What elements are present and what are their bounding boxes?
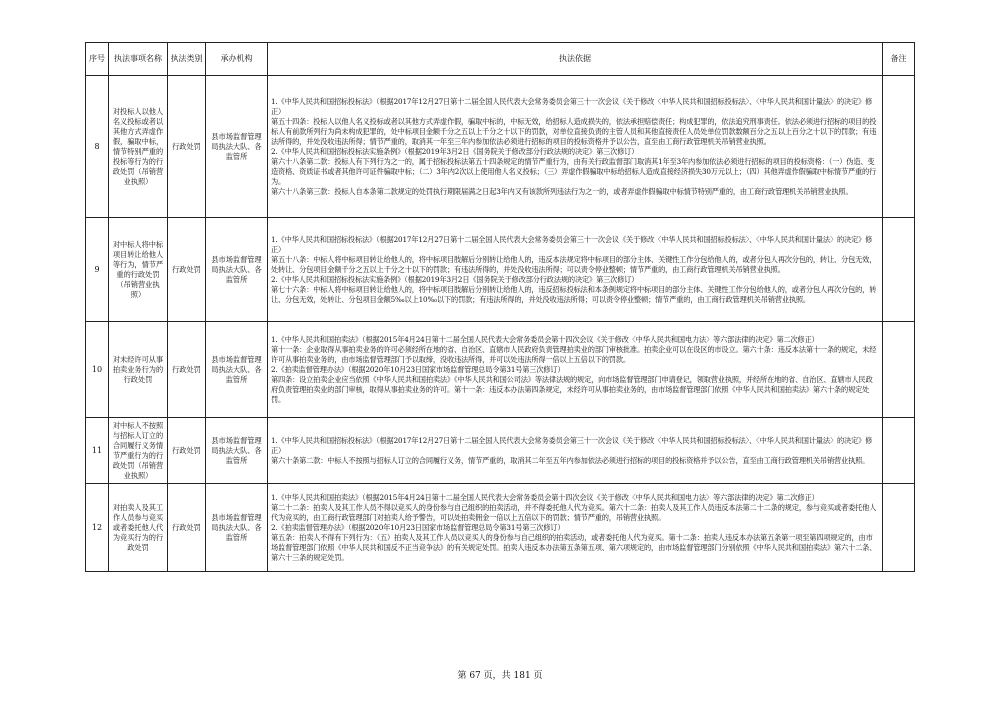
header-agency: 承办机构 <box>206 43 268 76</box>
item-agency: 县市场监督管理局执法大队、各监管所 <box>206 322 268 418</box>
basis-paragraph: 第六十条第二款：中标人不按照与招标人订立的合同履行义务，情节严重的，取消其二年至五年内参加依法必须进行招标的项目的投标资格并予以公告，直至由工商行政管理机关吊销营业执照。 <box>271 455 870 465</box>
header-name: 执法事项名称 <box>109 43 168 76</box>
item-agency: 县市场监督管理局执法大队、各监管所 <box>206 218 268 322</box>
basis-paragraph: 2.《拍卖监督管理办法》（根据2020年10月23日国家市场监督管理总局令第31号第三次修订） <box>271 364 565 374</box>
basis-paragraph: 2.《中华人民共和国招标投标法实施条例》（根据2019年3月2日《国务院关于修改部分行政法规的决定》第三次修订） <box>271 146 639 156</box>
item-remark <box>883 322 915 418</box>
item-category: 行政处罚 <box>168 418 206 484</box>
item-name: 对未经许可从事拍卖业务行为的行政处罚 <box>109 322 168 418</box>
basis-paragraph: 第五条：拍卖人不得有下列行为：（五）拍卖人及其工作人员以竞买人的身份参与自己组织的拍卖活动，或者委托他人代为竞买。第十二条：拍卖人违反本办法第五条第一项至第四项规定的，由市场监督管理部门依照《中华人民共和国反不正当竞争法》的有关规定处罚。拍卖人违反本办法第五条第五项、第六项规定的，由市场监督管理部门分别依照《中华人民共和国拍卖法》第六十二条、第六十三条的规定处罚。 <box>271 532 877 562</box>
item-agency: 县市场监督管理局执法大队、各监管所 <box>206 484 268 572</box>
basis-paragraph: 1.《中华人民共和国拍卖法》（根据2015年4月24日第十二届全国人民代表大会常务委员会第十四次会议《关于修改〈中华人民共和国电力法〉等六部法律的决定》第二次修正） <box>271 334 819 344</box>
item-basis <box>268 418 883 484</box>
row-number: 11 <box>86 418 109 484</box>
item-basis <box>268 484 883 572</box>
basis-paragraph: 第十一条：企业取得从事拍卖业务的许可必须经所在地的省、自治区、直辖市人民政府负责管理拍卖业的部门审核批准。拍卖企业可以在设区的市设立。第六十条：违反本法第十一条的规定，未经许可从事拍卖业务的，由市场监督管理部门予以取缔，没收违法所得，并可以处违法所得一倍以上五倍以下的罚款。 <box>271 344 877 364</box>
item-agency: 县市场监督管理局执法大队、各监管所 <box>206 418 268 484</box>
header-remark: 备注 <box>883 43 915 76</box>
header-basis: 执法依据 <box>268 43 883 76</box>
item-agency: 县市场监督管理局执法大队、各监管所 <box>206 76 268 218</box>
basis-paragraph: 第六十八条第二款：投标人有下列行为之一的，属于招标投标法第五十四条规定的情节严重行为，由有关行政监督部门取消其1年至3年内参加依法必须进行招标的项目的投标资格：（一）伪造、变造资格、资质证书或者其他许可证件骗取中标；（二）3年内2次以上使用他人名义投标；（三）弄虚作假骗取中标给招标人造成直接经济损失30万元以上；（四）其他弄虚作假骗取中标情节严重的行为。 <box>271 156 877 186</box>
basis-paragraph: 2.《拍卖监督管理办法》（根据2020年10月23日国家市场监督管理总局令第31号第三次修订） <box>271 522 565 532</box>
basis-paragraph: 第四条：设立拍卖企业应当依照《中华人民共和国拍卖法》《中华人民共和国公司法》等法律法规的规定，向市场监督管理部门申请登记，领取营业执照，并经所在地的省、自治区、直辖市人民政府负责管理拍卖业的部门审核，取得从事拍卖业务的许可。第十一条：违反本办法第四条规定，未经许可从事拍卖业务的，由市场监督管理部门依照《中华人民共和国拍卖法》第六十条的规定处罚。 <box>271 374 873 404</box>
header-no: 序号 <box>86 43 109 76</box>
basis-paragraph: 第七十六条：中标人将中标项目转让给他人的，将中标项目肢解后分别转让给他人的，违反招标投标法和本条例规定将中标项目的部分主体、关键性工作分包给他人的，或者分包人再次分包的，转让、分包无效，处转让、分包项目金额5‰以上10‰以下的罚款；有违法所得的，并处没收违法所得；可以责令停业整顿；情节严重的，由工商行政管理机关吊销营业执照。 <box>271 284 877 304</box>
item-name: 对中标人将中标项目转让给他人等行为，情节严重的行政处罚（吊销营业执照） <box>109 218 168 322</box>
basis-paragraph: 1.《中华人民共和国招标投标法》（根据2017年12月27日第十二届全国人民代表大会常务委员会第三十一次会议《关于修改〈中华人民共和国招标投标法〉、〈中华人民共和国计量法〉的决定》修正） <box>271 435 873 455</box>
table-row <box>86 76 915 218</box>
row-number: 10 <box>86 322 109 418</box>
item-basis <box>268 322 883 418</box>
header-row <box>86 43 915 76</box>
basis-paragraph: 2.《中华人民共和国招标投标法实施条例》（根据2019年3月2日《国务院关于修改部分行政法规的决定》第三次修订） <box>271 274 639 284</box>
row-number: 12 <box>86 484 109 572</box>
basis-paragraph: 第六十八条第三款：投标人自本条第二款规定的处罚执行期限届满之日起3年内又有该款所列违法行为之一的，或者弄虚作假骗取中标情节特别严重的，由工商行政管理机关吊销营业执照。 <box>271 186 853 196</box>
item-remark <box>883 484 915 572</box>
item-name: 对投标人以他人名义投标或者以其他方式弄虚作假，骗取中标，情节特别严重的投标等行为的行政处罚（吊销营业执照） <box>109 76 168 218</box>
item-category: 行政处罚 <box>168 484 206 572</box>
basis-paragraph: 第二十二条：拍卖人及其工作人员不得以竞买人的身份参与自己组织的拍卖活动，并不得委托他人代为竞买。第六十二条：拍卖人及其工作人员违反本法第二十二条的规定，参与竞买或者委托他人代为竞买的，由工商行政管理部门对拍卖人给予警告，可以处拍卖佣金一倍以上五倍以下的罚款；情节严重的，吊销营业执照。 <box>271 502 877 522</box>
header-category: 执法类别 <box>168 43 206 76</box>
item-category: 行政处罚 <box>168 218 206 322</box>
basis-paragraph: 1.《中华人民共和国招标投标法》（根据2017年12月27日第十二届全国人民代表大会常务委员会第三十一次会议《关于修改〈中华人民共和国招标投标法〉、〈中华人民共和国计量法〉的决定》修正） <box>271 234 873 254</box>
item-category: 行政处罚 <box>168 322 206 418</box>
basis-paragraph: 第五十四条：投标人以他人名义投标或者以其他方式弄虚作假，骗取中标的，中标无效，给招标人造成损失的，依法承担赔偿责任；构成犯罪的，依法追究刑事责任。依法必须进行招标的项目的投标人有前款所列行为尚未构成犯罪的，处中标项目金额千分之五以上千分之十以下的罚款，对单位直接负责的主管人员和其他直接责任人员处单位罚款数额百分之五以上百分之十以下的罚款；有违法所得的，并处没收违法所得；情节严重的，取消其一年至三年内参加依法必须进行招标的项目的投标资格并予以公告，直至由工商行政管理机关吊销营业执照。 <box>271 116 877 146</box>
item-basis <box>268 76 883 218</box>
item-category: 行政处罚 <box>168 76 206 218</box>
basis-paragraph: 1.《中华人民共和国招标投标法》（根据2017年12月27日第十二届全国人民代表大会常务委员会第三十一次会议《关于修改〈中华人民共和国招标投标法〉、〈中华人民共和国计量法〉的决定》修正） <box>271 96 873 116</box>
row-number: 9 <box>86 218 109 322</box>
basis-paragraph: 第五十八条：中标人将中标项目转让给他人的，将中标项目肢解后分别转让给他人的，违反本法规定将中标项目的部分主体、关键性工作分包给他人的，或者分包人再次分包的，转让、分包无效，处转让、分包项目金额千分之五以上千分之十以下的罚款；有违法所得的，并处没收违法所得；可以责令停业整顿；情节严重的，由工商行政管理机关吊销营业执照。 <box>271 254 877 274</box>
item-name: 对中标人不按照与招标人订立的合同履行义务情节严重行为的行政处罚（吊销营业执照） <box>109 418 168 484</box>
row-number: 8 <box>86 76 109 218</box>
item-name: 对拍卖人及其工作人员参与竞买或者委托他人代为竞买行为的行政处罚 <box>109 484 168 572</box>
basis-paragraph: 1.《中华人民共和国拍卖法》（根据2015年4月24日第十二届全国人民代表大会常务委员会第十四次会议《关于修改〈中华人民共和国电力法〉等六部法律的决定》第二次修正） <box>271 492 819 502</box>
page-footer: 第 67 页，共 181 页 <box>457 671 543 681</box>
table-row <box>86 484 915 572</box>
table-row <box>86 322 915 418</box>
item-remark <box>883 76 915 218</box>
item-remark <box>883 218 915 322</box>
table-row <box>86 218 915 322</box>
item-remark <box>883 418 915 484</box>
table-row <box>86 418 915 484</box>
item-basis <box>268 218 883 322</box>
enforcement-table <box>85 42 915 572</box>
